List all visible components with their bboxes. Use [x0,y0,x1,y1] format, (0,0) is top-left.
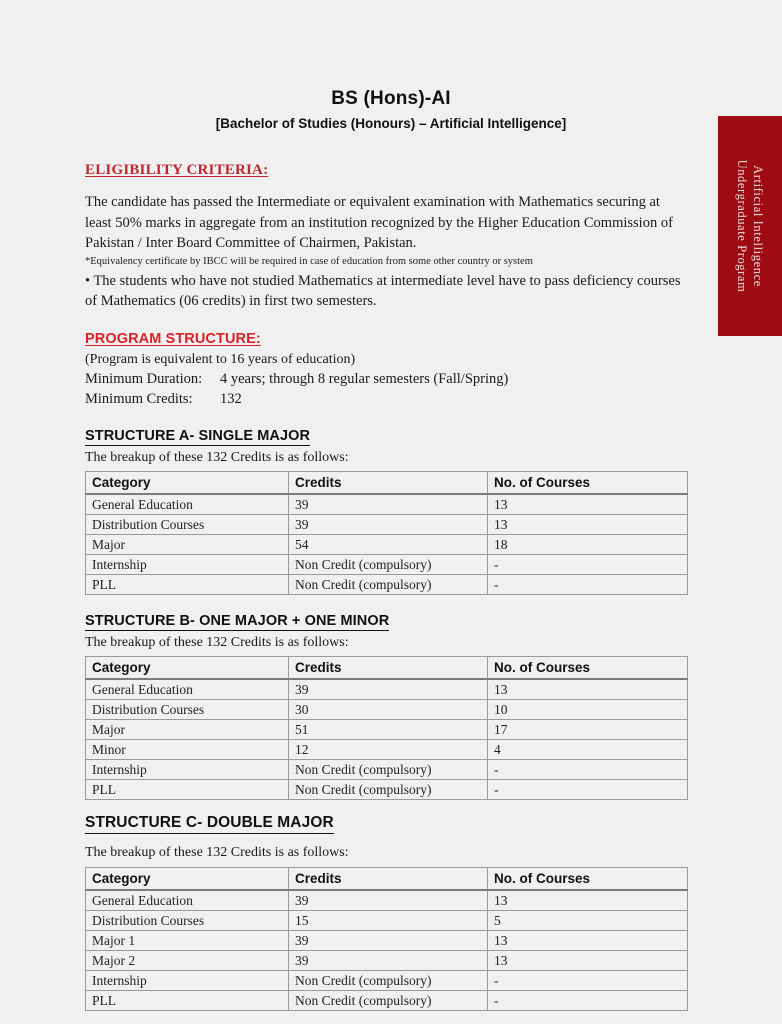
cell-credits: Non Credit (compulsory) [289,971,488,991]
cell-courses: 18 [488,535,688,555]
column-header-category: Category [86,657,289,680]
table-row [86,931,688,951]
cell-category: Major 1 [86,931,289,951]
cell-courses: 4 [488,740,688,760]
cell-category: Distribution Courses [86,700,289,720]
cell-credits: Non Credit (compulsory) [289,780,488,800]
cell-courses: 13 [488,494,688,515]
cell-category: General Education [86,494,289,515]
column-header-category: Category [86,868,289,891]
cell-category: Internship [86,760,289,780]
cell-category: Internship [86,971,289,991]
table-row [86,991,688,1011]
cell-courses: 13 [488,931,688,951]
eligibility-criteria-block [85,192,690,312]
minimum-duration-row [85,371,690,388]
minimum-credits-row [85,391,690,408]
column-header-no-of-courses: No. of Courses [488,868,688,891]
cell-category: Internship [86,555,289,575]
structure-a-caption: The breakup of these 132 Credits is as follows: [85,450,349,466]
minimum-credits-value: 132 [220,391,242,408]
cell-credits: 15 [289,911,488,931]
table-row [86,911,688,931]
program-equivalence-note: (Program is equivalent to 16 years of education) [85,352,356,368]
cell-courses: - [488,760,688,780]
cell-category: PLL [86,991,289,1011]
structure-c-table [85,867,688,1011]
table-row [86,535,688,555]
cell-credits: 30 [289,700,488,720]
program-structure-heading: PROGRAM STRUCTURE: [85,331,261,348]
page-title: BS (Hons)-AI [331,88,451,109]
minimum-duration-label: Minimum Duration: [85,371,203,388]
cell-courses: - [488,575,688,595]
cell-credits: Non Credit (compulsory) [289,760,488,780]
side-tab-line-program-level: Undergraduate Program [735,159,750,293]
cell-category: PLL [86,780,289,800]
cell-credits: 39 [289,679,488,700]
cell-category: General Education [86,890,289,911]
table-row [86,971,688,991]
table-row [86,720,688,740]
structure-c-caption: The breakup of these 132 Credits is as follows: [85,845,349,861]
eligibility-footnote: *Equivalency certificate by IBCC will be required in case of education from some other country or system [85,255,533,267]
structure-c-section [85,814,690,1011]
table-row [86,951,688,971]
cell-credits: 39 [289,951,488,971]
column-header-credits: Credits [289,657,488,680]
page-subtitle: [Bachelor of Studies (Honours) – Artificial Intelligence] [215,115,567,131]
structure-b-heading: STRUCTURE B- ONE MAJOR + ONE MINOR [85,613,390,630]
table-row [86,679,688,700]
cell-courses: - [488,555,688,575]
cell-category: Distribution Courses [86,911,289,931]
cell-category: Major [86,720,289,740]
cell-credits: Non Credit (compulsory) [289,575,488,595]
table-row [86,494,688,515]
table-header-row [86,657,688,680]
table-row [86,890,688,911]
cell-category: Major [86,535,289,555]
structure-a-section [85,427,690,595]
table-row [86,780,688,800]
cell-courses: 10 [488,700,688,720]
structure-c-heading: STRUCTURE C- DOUBLE MAJOR [85,814,334,834]
column-header-credits: Credits [289,868,488,891]
cell-courses: 5 [488,911,688,931]
cell-credits: Non Credit (compulsory) [289,991,488,1011]
column-header-no-of-courses: No. of Courses [488,472,688,495]
column-header-credits: Credits [289,472,488,495]
eligibility-bullet: • The students who have not studied Mathematics at intermediate level have to pass deficiency courses of Mathematics (06 credits) in first two semesters. [85,272,681,310]
structure-a-table [85,471,688,595]
side-tab-line-program-name: Artificial Intelligence [750,165,765,287]
cell-credits: 51 [289,720,488,740]
table-header-row [86,472,688,495]
cell-category: General Education [86,679,289,700]
cell-credits: 39 [289,494,488,515]
cell-courses: - [488,991,688,1011]
table-row [86,515,688,535]
minimum-duration-value: 4 years; through 8 regular semesters (Fall/Spring) [220,371,509,388]
table-row [86,575,688,595]
cell-credits: 39 [289,515,488,535]
cell-courses: 13 [488,951,688,971]
cell-credits: Non Credit (compulsory) [289,555,488,575]
structure-b-table [85,656,688,800]
cell-courses: 13 [488,515,688,535]
cell-courses: 13 [488,890,688,911]
column-header-no-of-courses: No. of Courses [488,657,688,680]
cell-category: Major 2 [86,951,289,971]
cell-courses: - [488,971,688,991]
table-row [86,555,688,575]
cell-courses: 13 [488,679,688,700]
cell-category: PLL [86,575,289,595]
cell-credits: 12 [289,740,488,760]
structure-a-heading: STRUCTURE A- SINGLE MAJOR [85,428,311,445]
column-header-category: Category [86,472,289,495]
cell-credits: 39 [289,890,488,911]
structure-b-section [85,612,690,800]
cell-courses: - [488,780,688,800]
structure-b-caption: The breakup of these 132 Credits is as follows: [85,635,349,651]
title-block [0,0,782,132]
eligibility-criteria-heading: ELIGIBILITY CRITERIA: [85,161,269,178]
document-content [85,162,690,1011]
cell-courses: 17 [488,720,688,740]
cell-category: Distribution Courses [86,515,289,535]
table-header-row [86,868,688,891]
table-row [86,760,688,780]
table-row [86,740,688,760]
table-row [86,700,688,720]
cell-credits: 39 [289,931,488,951]
eligibility-paragraph: The candidate has passed the Intermediate or equivalent examination with Mathematics securing at least 50% marks in aggregate from an institution recognized by the Higher Education Commission of Pakistan / Inter Board Committee of Chairmen, Pakistan. [85,193,673,252]
cell-category: Minor [86,740,289,760]
minimum-credits-label: Minimum Credits: [85,391,193,408]
cell-credits: 54 [289,535,488,555]
